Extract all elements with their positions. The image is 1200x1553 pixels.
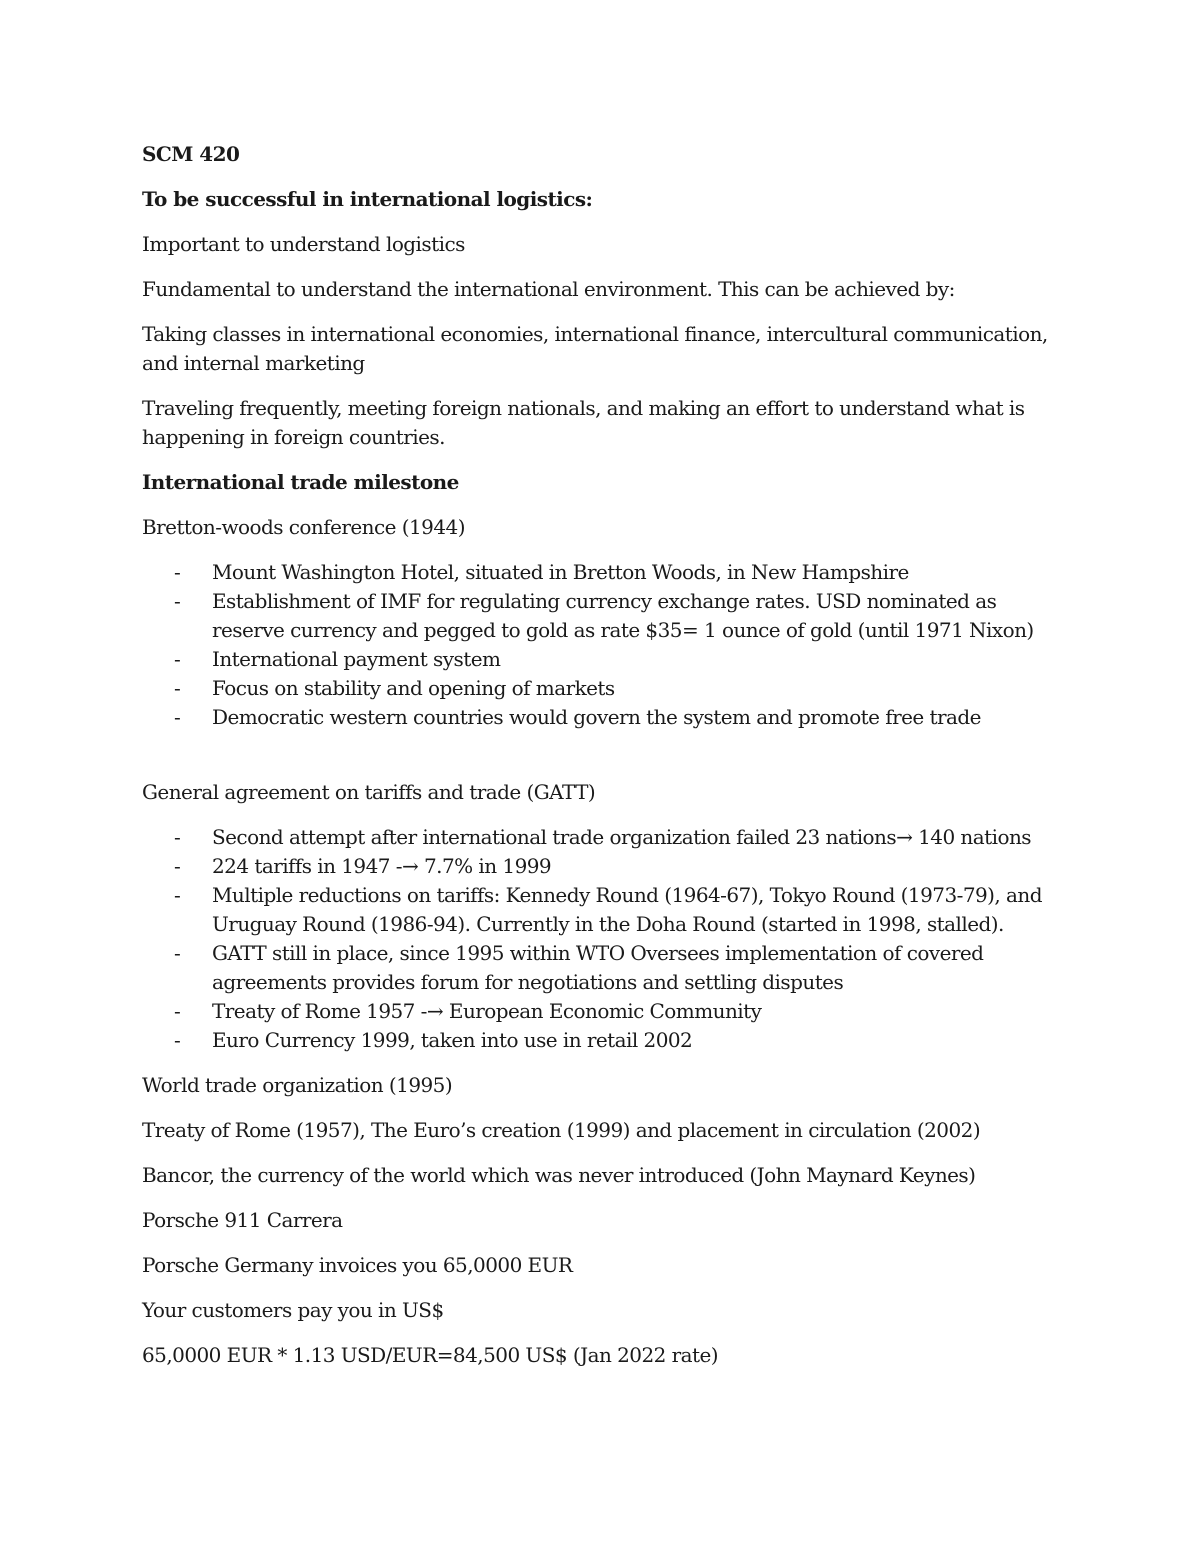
list-item — [142, 881, 1072, 939]
dash-bullet: - — [174, 647, 181, 671]
list-item-text: Multiple reductions on tariffs: Kennedy Round (1964-67), Tokyo Round (1973-79), and Uruguay Round (1986-94). Currently in the Doha Round (started in 1998, stalled). — [212, 883, 1042, 936]
paragraph: Porsche Germany invoices you 65,0000 EUR — [142, 1253, 573, 1277]
paragraph: Porsche 911 Carrera — [142, 1208, 343, 1232]
list-item — [142, 823, 1072, 852]
list-item — [142, 558, 1072, 587]
list-item — [142, 703, 1072, 732]
list-item — [142, 645, 1072, 674]
paragraph: Taking classes in international economies, international finance, intercultural communication, and internal marketing — [142, 322, 1048, 375]
dash-bullet: - — [174, 883, 181, 907]
list-item-text: Second attempt after international trade organization failed 23 nations→ 140 nations — [212, 825, 1031, 849]
dash-bullet: - — [174, 941, 181, 965]
dash-bullet: - — [174, 676, 181, 700]
document-page — [142, 140, 1072, 1386]
list-item — [142, 939, 1072, 997]
bretton-woods-label: Bretton-woods conference (1944) — [142, 515, 465, 539]
paragraph: Important to understand logistics — [142, 232, 465, 256]
list-item-text: Euro Currency 1999, taken into use in retail 2002 — [212, 1028, 693, 1052]
list-item-text: Mount Washington Hotel, situated in Bretton Woods, in New Hampshire — [212, 560, 909, 584]
dash-bullet: - — [174, 560, 181, 584]
paragraph: Traveling frequently, meeting foreign nationals, and making an effort to understand what is happening in foreign countries. — [142, 396, 1025, 449]
paragraph: 65,0000 EUR * 1.13 USD/EUR=84,500 US$ (Jan 2022 rate) — [142, 1343, 719, 1367]
list-item-text: Focus on stability and opening of markets — [212, 676, 615, 700]
dash-bullet: - — [174, 705, 181, 729]
blank-line — [142, 748, 1072, 778]
paragraph: Treaty of Rome (1957), The Euro’s creation (1999) and placement in circulation (2002) — [142, 1118, 981, 1142]
paragraph: Fundamental to understand the international environment. This can be achieved by: — [142, 277, 955, 301]
gatt-label: General agreement on tariffs and trade (GATT) — [142, 780, 596, 804]
list-item-text: Establishment of IMF for regulating currency exchange rates. USD nominated as reserve currency and pegged to gold as rate $35= 1 ounce of gold (until 1971 Nixon) — [212, 589, 1034, 642]
paragraph: World trade organization (1995) — [142, 1073, 453, 1097]
dash-bullet: - — [174, 854, 181, 878]
list-item — [142, 852, 1072, 881]
document-title: SCM 420 — [142, 142, 240, 166]
dash-bullet: - — [174, 999, 181, 1023]
list-item — [142, 674, 1072, 703]
list-item — [142, 1026, 1072, 1055]
dash-bullet: - — [174, 589, 181, 613]
list-item — [142, 587, 1072, 645]
section-heading-milestone: International trade milestone — [142, 470, 459, 494]
dash-bullet: - — [174, 825, 181, 849]
gatt-list — [142, 823, 1072, 1055]
list-item-text: International payment system — [212, 647, 501, 671]
list-item — [142, 997, 1072, 1026]
list-item-text: 224 tariffs in 1947 -→ 7.7% in 1999 — [212, 854, 552, 878]
list-item-text: GATT still in place, since 1995 within WTO Oversees implementation of covered agreements provides forum for negotiations and settling disputes — [212, 941, 984, 994]
section-heading-success: To be successful in international logistics: — [142, 187, 593, 211]
list-item-text: Treaty of Rome 1957 -→ European Economic Community — [212, 999, 762, 1023]
list-item-text: Democratic western countries would govern the system and promote free trade — [212, 705, 981, 729]
paragraph: Bancor, the currency of the world which was never introduced (John Maynard Keynes) — [142, 1163, 976, 1187]
bretton-woods-list — [142, 558, 1072, 732]
dash-bullet: - — [174, 1028, 181, 1052]
paragraph: Your customers pay you in US$ — [142, 1298, 444, 1322]
